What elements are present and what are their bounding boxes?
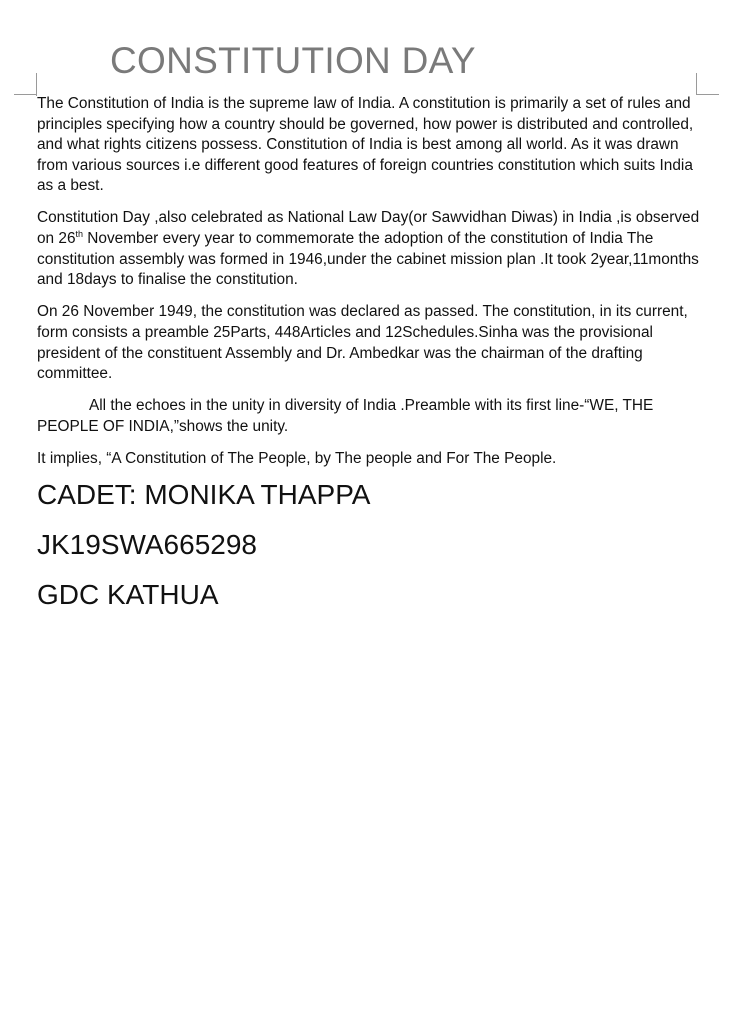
paragraph-constitution-day <box>37 208 705 290</box>
page-title: CONSTITUTION DAY <box>110 40 476 81</box>
document-body <box>37 94 705 481</box>
regimental-number: JK19SWA665298 <box>37 529 257 560</box>
margin-corner-mark-left <box>36 73 37 96</box>
paragraph-adoption: On 26 November 1949, the constitution was declared as passed. The constitution, in its current, form consists a preamble 25Parts, 448Articles and 12Schedules.Sinha was the provisional president of the constituent Assembly and Dr. Ambedkar was the chairman of the drafting committee. <box>37 303 688 383</box>
cadet-name: CADET: MONIKA THAPPA <box>37 479 371 510</box>
ordinal-superscript: th <box>75 229 84 240</box>
paragraph-implies: It implies, “A Constitution of The People, by The people and For The People. <box>37 449 557 467</box>
paragraph-text-part: November every year to commemorate the adoption of the constitution of India The constitution assembly was formed in 1946,under the cabinet mission plan .It took 2year,11months and 18days to finalise the constitution. <box>37 230 699 289</box>
paragraph-text-part: Constitution Day ,also celebrated as National Law Day(or Sawvidhan Diwas) in India ,is observed on 26 <box>37 209 700 248</box>
margin-corner-mark-right <box>696 73 697 95</box>
college-name: GDC KATHUA <box>37 579 219 610</box>
paragraph-unity: All the echoes in the unity in diversity of India .Preamble with its first line-“WE, THE PEOPLE OF INDIA,”shows the unity. <box>37 397 654 435</box>
paragraph-intro: The Constitution of India is the supreme law of India. A constitution is primarily a set of rules and principles specifying how a country should be governed, how power is distributed and controlled, and what rights citizens possess. Constitution of India is best among all world. As it was drawn from various sources i.e different good features of foreign countries constitution which suits India as a best. <box>37 95 694 195</box>
